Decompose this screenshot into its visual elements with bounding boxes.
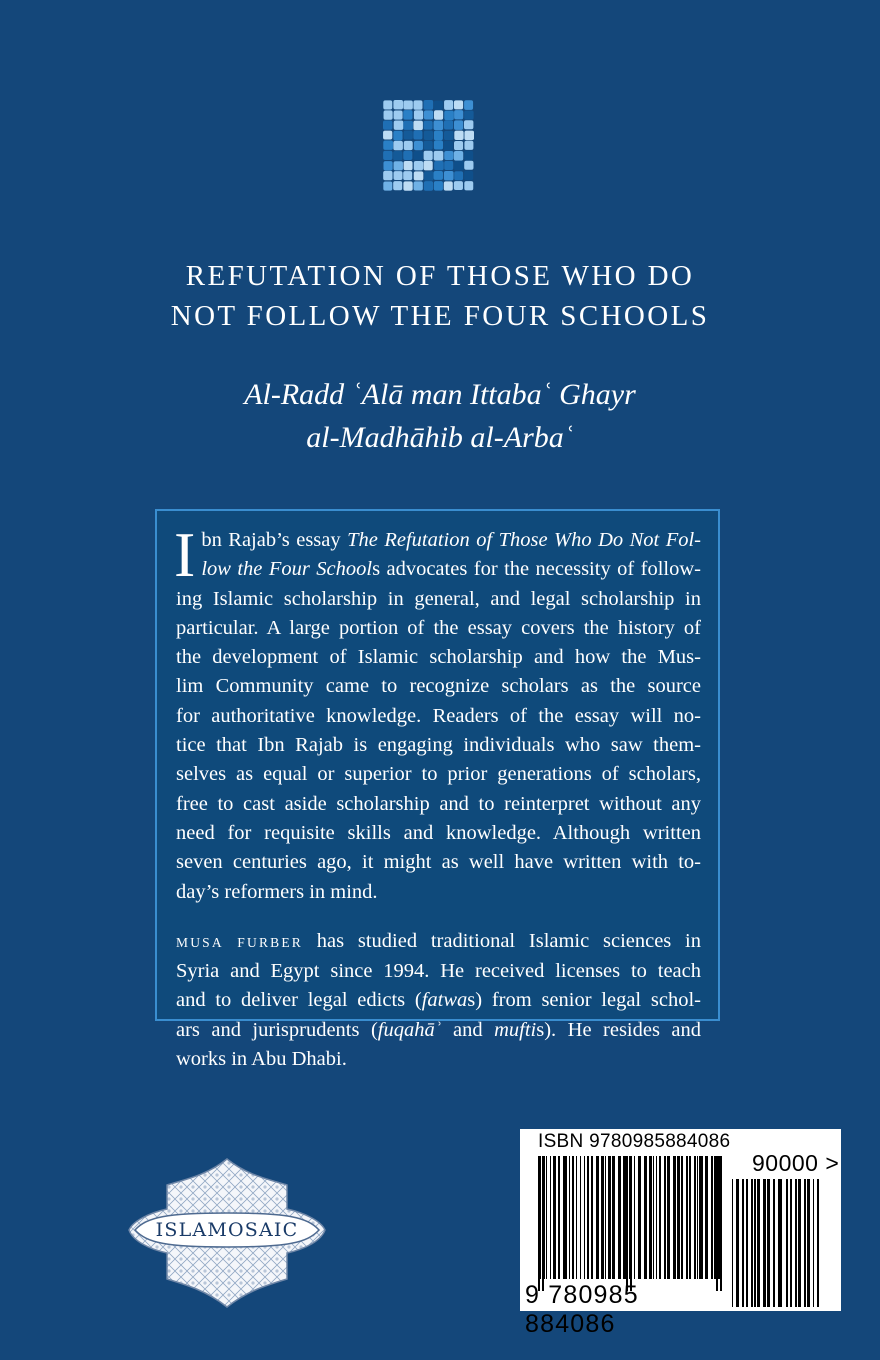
description-line: for authoritative knowledge. Readers of the essay will no- (176, 704, 701, 727)
mosaic-square-icon (383, 100, 474, 191)
price-code: 90000 > (752, 1150, 840, 1176)
author-bio (176, 927, 701, 1074)
description-line: free to cast aside scholarship and to reinterpret without any (176, 792, 701, 815)
publisher-logo (127, 1157, 327, 1309)
description-line: low the Four Schools advocates for the necessity of follow- (201, 558, 701, 581)
description-line: lim Community came to recognize scholars as the source (176, 675, 701, 698)
description-line: bn Rajab’s essay The Refutation of Those Who Do Not Fol- (201, 529, 701, 551)
arabic-transliterated-title (40, 373, 840, 459)
bio-line: MUSA FURBER has studied traditional Islamic sciences in (176, 929, 702, 952)
bio-line: Syria and Egypt since 1994. He received licenses to teach (176, 960, 701, 983)
description-line: ing Islamic scholarship in general, and legal scholarship in (176, 587, 701, 610)
title-line-2: NOT FOLLOW THE FOUR SCHOOLS (170, 300, 710, 332)
title-line-1: REFUTATION OF THOSE WHO DO (185, 260, 695, 292)
subtitle-line-2: al-Madhāhib al-Arbaʿ (306, 421, 574, 454)
description-text (174, 519, 702, 1074)
description-box (155, 509, 720, 1071)
ean-digits: 9 780985 884086 (525, 1281, 639, 1338)
description-line: particular. A large portion of the essay covers the history of (176, 616, 701, 639)
description-line: selves as equal or superior to prior generations of scholars, (176, 763, 701, 786)
author-name: MUSA FURBER (176, 934, 304, 950)
isbn-label: ISBN 9780985884086 (538, 1131, 731, 1152)
description-line: seven centuries ago, it might as well have written with to- (176, 851, 701, 874)
description-line: need for requisite skills and knowledge. Although written (176, 821, 701, 844)
description-line: the development of Islamic scholarship and how the Mus- (176, 646, 701, 669)
isbn-barcode (520, 1129, 841, 1338)
bio-line: ars and jurisprudents (fuqahāʾ and muftis). He resides and (176, 1018, 702, 1041)
subtitle-line-1: Al-Radd ʿAlā man Ittabaʿ Ghayr (244, 378, 636, 411)
description-line: tice that Ibn Rajab is engaging individuals who saw them- (176, 734, 701, 757)
description-line: day’s reformers in mind. (176, 880, 378, 903)
book-title (40, 256, 840, 336)
publisher-name: ISLAMOSAIC (155, 1219, 299, 1241)
bio-line: and to deliver legal edicts (fatwas) from senior legal schol- (176, 989, 701, 1012)
bio-line: works in Abu Dhabi. (176, 1048, 347, 1071)
drop-cap: I (174, 519, 196, 590)
